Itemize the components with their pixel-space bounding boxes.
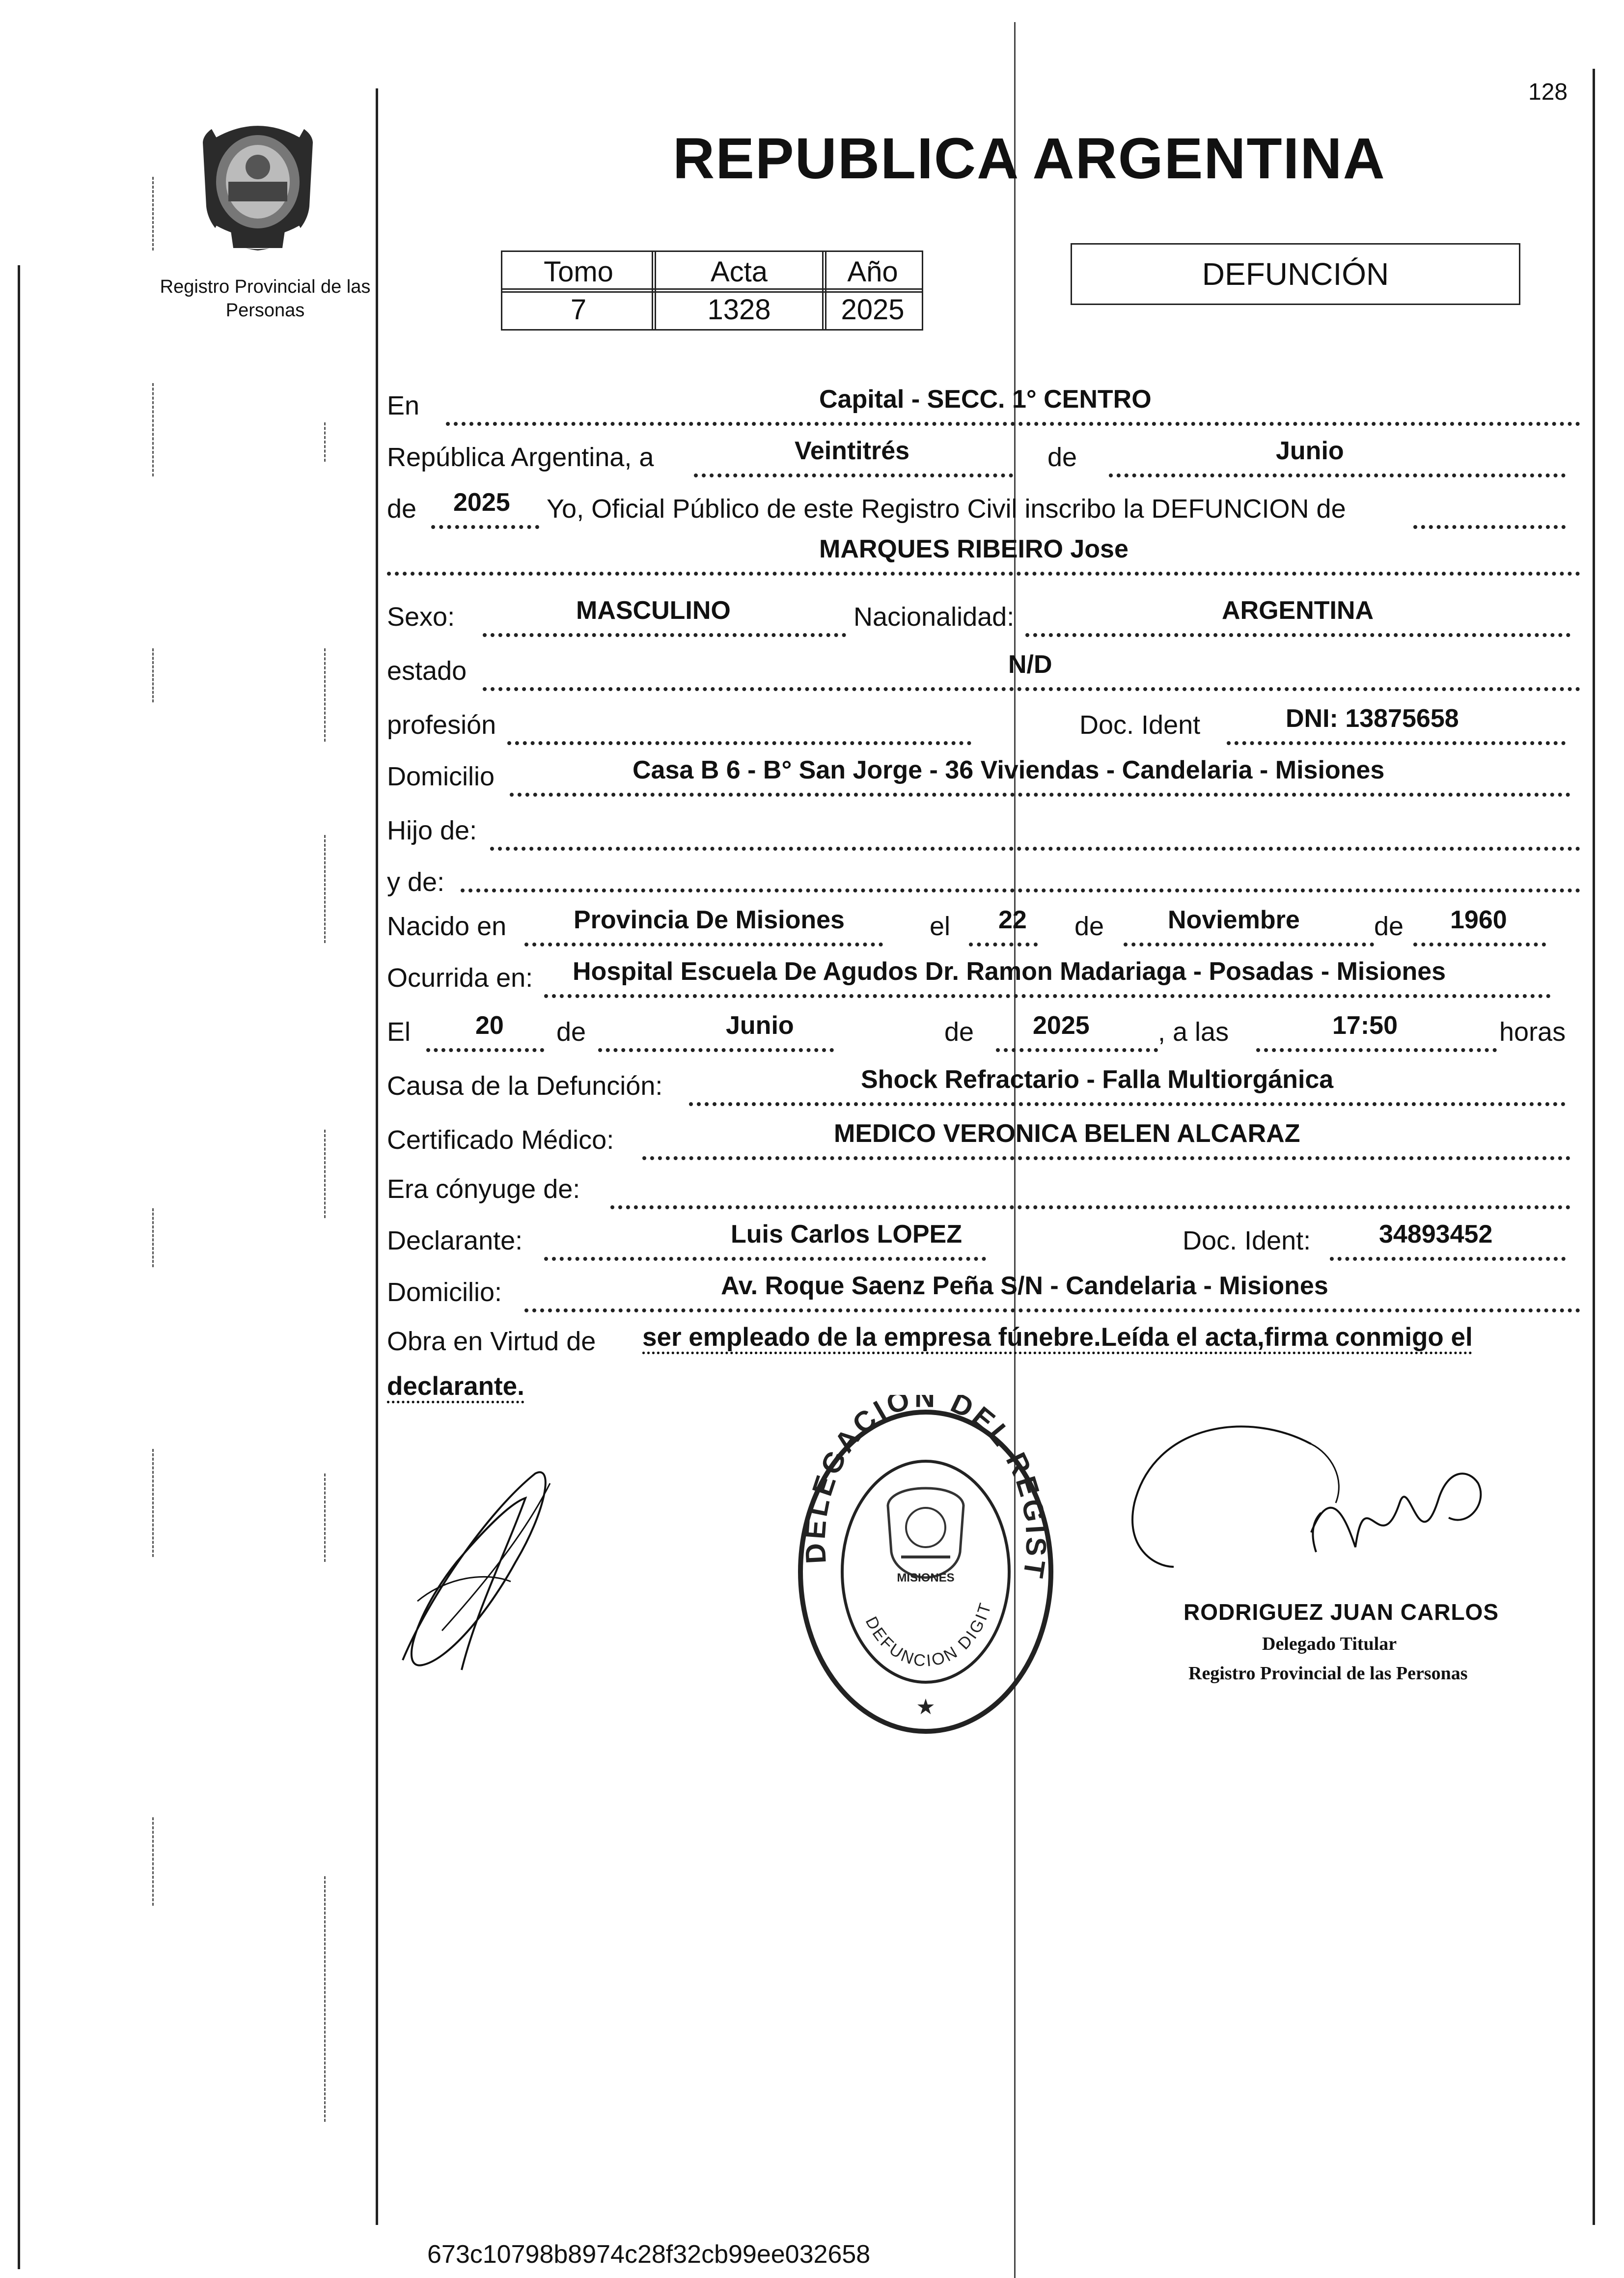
value-mes-defuncion: Junio bbox=[726, 1011, 794, 1040]
row-domicilio-declarante bbox=[387, 1272, 1585, 1321]
value-dia: Veintitrés bbox=[795, 437, 910, 465]
scan-mark bbox=[152, 177, 154, 250]
value-anio: 2025 bbox=[453, 488, 510, 517]
row-nombre bbox=[387, 535, 1585, 584]
value-lugar: Capital - SECC. 1° CENTRO bbox=[819, 385, 1152, 414]
scan-mark bbox=[324, 835, 326, 943]
value-anio-nacimiento: 1960 bbox=[1450, 906, 1507, 934]
value-dia-defuncion: 20 bbox=[475, 1011, 504, 1040]
scan-mark bbox=[152, 1449, 154, 1557]
label-certificado: Certificado Médico: bbox=[387, 1125, 614, 1155]
label-conyuge: Era cónyuge de: bbox=[387, 1174, 580, 1204]
row-anio-inscripcion bbox=[387, 488, 1585, 538]
label-causa: Causa de la Defunción: bbox=[387, 1071, 663, 1101]
document-type: DEFUNCIÓN bbox=[1071, 243, 1520, 305]
value-mes: Junio bbox=[1276, 437, 1344, 465]
scan-mark bbox=[152, 648, 154, 702]
row-declarante bbox=[387, 1220, 1585, 1270]
label-declarante: Declarante: bbox=[387, 1226, 523, 1255]
value-dni: DNI: 13875658 bbox=[1286, 704, 1459, 733]
official-name: RODRIGUEZ JUAN CARLOS bbox=[1184, 1599, 1499, 1625]
row-en bbox=[387, 385, 1585, 435]
value-domicilio: Casa B 6 - B° San Jorge - 36 Viviendas - Candelaria - Misiones bbox=[633, 756, 1385, 784]
official-signature bbox=[1125, 1405, 1527, 1611]
row-nacido bbox=[387, 906, 1585, 955]
value-obra-line2: declarante. bbox=[387, 1372, 524, 1401]
star-icon: ★ bbox=[916, 1695, 936, 1719]
scan-mark bbox=[324, 1130, 326, 1218]
province-seal bbox=[184, 108, 331, 255]
form-border-right bbox=[1593, 69, 1595, 2225]
value-causa: Shock Refractario - Falla Multiorgánica bbox=[861, 1065, 1334, 1094]
label-domicilio: Domicilio: bbox=[387, 1278, 502, 1307]
row-y-de bbox=[387, 867, 1585, 911]
official-org: Registro Provincial de las Personas bbox=[1188, 1663, 1468, 1684]
value-anio-defuncion: 2025 bbox=[1033, 1011, 1090, 1040]
row-ocurrida bbox=[387, 957, 1585, 1007]
value-certificado: MEDICO VERONICA BELEN ALCARAZ bbox=[834, 1119, 1300, 1148]
label-de: de bbox=[1374, 912, 1404, 941]
label-de: de bbox=[387, 494, 417, 524]
label-el: el bbox=[930, 912, 951, 941]
row-fecha-defuncion bbox=[387, 1011, 1585, 1061]
value-hora: 17:50 bbox=[1332, 1011, 1398, 1040]
value-lugar-nacimiento: Provincia De Misiones bbox=[574, 906, 845, 934]
table-header-anio: Año bbox=[822, 250, 923, 293]
label-y-de: y de: bbox=[387, 867, 445, 897]
value-nombre: MARQUES RIBEIRO Jose bbox=[819, 535, 1129, 563]
document-hash: 673c10798b8974c28f32cb99ee032658 bbox=[427, 2240, 871, 2269]
table-header-acta: Acta bbox=[652, 250, 826, 293]
label-hijo-de: Hijo de: bbox=[387, 816, 477, 845]
table-header-tomo: Tomo bbox=[501, 250, 656, 293]
label-en: En bbox=[387, 391, 420, 420]
scan-mark bbox=[324, 422, 326, 462]
declarant-signature bbox=[388, 1454, 575, 1699]
table-cell-anio: 2025 bbox=[822, 288, 923, 331]
left-margin-line bbox=[18, 265, 20, 2269]
label-de: de bbox=[1074, 912, 1104, 941]
label-a-las: , a las bbox=[1158, 1017, 1229, 1047]
registry-stamp bbox=[786, 1395, 1066, 1739]
value-estado: N/D bbox=[1008, 650, 1052, 679]
label-sexo: Sexo: bbox=[387, 602, 455, 632]
label-obra: Obra en Virtud de bbox=[387, 1327, 596, 1356]
label-republica: República Argentina, a bbox=[387, 443, 654, 472]
label-doc-ident: Doc. Ident: bbox=[1183, 1226, 1311, 1255]
value-lugar-defuncion: Hospital Escuela De Agudos Dr. Ramon Madariaga - Posadas - Misiones bbox=[573, 957, 1446, 986]
page-number: 128 bbox=[1528, 79, 1568, 105]
value-dia-nacimiento: 22 bbox=[998, 906, 1027, 934]
row-estado bbox=[387, 650, 1585, 700]
registry-name: Registro Provincial de las Personas bbox=[160, 277, 371, 321]
stamp-ring-text: DELEGACIÓN DEL REGIST bbox=[799, 1395, 1052, 1583]
label-horas: horas bbox=[1499, 1017, 1566, 1047]
row-hijo-de bbox=[387, 815, 1585, 860]
stamp-seal-label: MISIONES bbox=[897, 1571, 955, 1584]
value-declarante: Luis Carlos LOPEZ bbox=[731, 1220, 962, 1249]
value-doc-declarante: 34893452 bbox=[1379, 1220, 1493, 1249]
scan-mark bbox=[152, 1817, 154, 1906]
scan-mark bbox=[152, 1208, 154, 1267]
label-nacido-en: Nacido en bbox=[387, 912, 507, 941]
scan-mark bbox=[324, 648, 326, 742]
label-yo-text: Yo, Oficial Público de este Registro Civil inscribo la DEFUNCION de bbox=[547, 494, 1346, 524]
label-doc-ident: Doc. Ident bbox=[1079, 710, 1201, 740]
label-el: El bbox=[387, 1017, 411, 1047]
row-conyuge bbox=[387, 1174, 1585, 1218]
label-estado: estado bbox=[387, 656, 467, 686]
table-cell-tomo: 7 bbox=[501, 288, 656, 331]
row-certificado bbox=[387, 1119, 1585, 1169]
scan-mark bbox=[324, 1876, 326, 2122]
form-border-left bbox=[376, 88, 378, 2225]
label-de: de bbox=[944, 1017, 974, 1047]
scan-mark bbox=[324, 1473, 326, 1562]
official-role: Delegado Titular bbox=[1262, 1634, 1397, 1654]
value-nacionalidad: ARGENTINA bbox=[1222, 596, 1374, 625]
label-de: de bbox=[556, 1017, 586, 1047]
value-mes-nacimiento: Noviembre bbox=[1168, 906, 1300, 934]
row-sexo bbox=[387, 596, 1585, 646]
page-title: REPUBLICA ARGENTINA bbox=[673, 126, 1386, 191]
scan-mark bbox=[152, 383, 154, 476]
value-obra-line1: ser empleado de la empresa fúnebre.Leída el acta,firma conmigo el bbox=[642, 1323, 1473, 1352]
row-causa bbox=[387, 1065, 1585, 1115]
stamp-inner-seal bbox=[888, 1488, 963, 1578]
label-domicilio: Domicilio bbox=[387, 762, 495, 791]
table-cell-acta: 1328 bbox=[652, 288, 826, 331]
stamp-inner-text: DEFUNCION DIGIT bbox=[861, 1600, 995, 1671]
label-nacionalidad: Nacionalidad: bbox=[853, 602, 1015, 632]
label-profesion: profesión bbox=[387, 710, 496, 740]
label-ocurrida-en: Ocurrida en: bbox=[387, 963, 533, 993]
value-domicilio-declarante: Av. Roque Saenz Peña S/N - Candelaria - Misiones bbox=[721, 1272, 1328, 1300]
row-domicilio bbox=[387, 756, 1585, 806]
row-fecha-inscripcion bbox=[387, 437, 1585, 486]
value-sexo: MASCULINO bbox=[576, 596, 731, 625]
row-profesion bbox=[387, 704, 1585, 754]
label-de: de bbox=[1047, 443, 1077, 472]
